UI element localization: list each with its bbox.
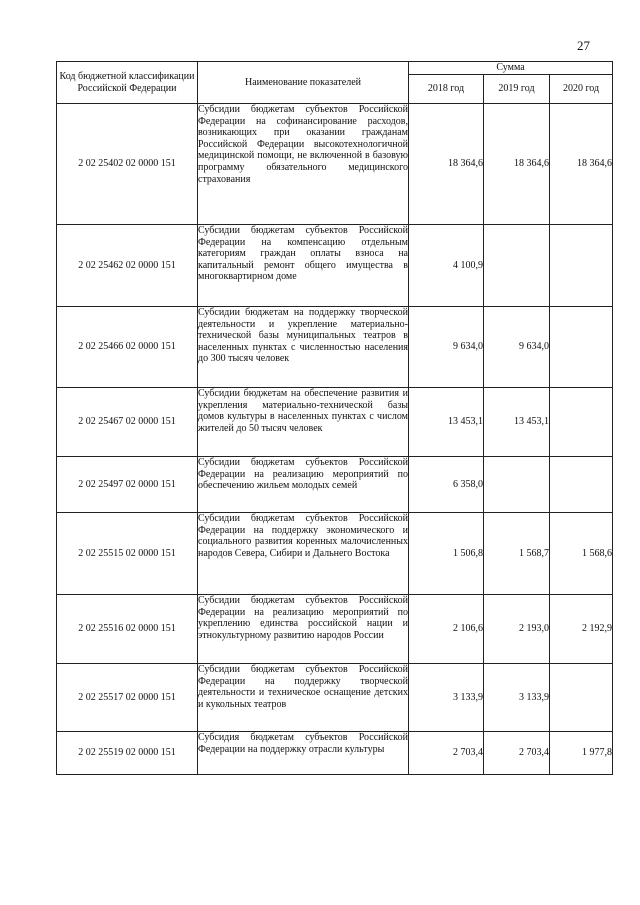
table-row [57, 104, 613, 225]
row-name: Субсидии бюджетам на поддержку творческой деятельности и укрепление материально-технической базы муниципальных театров в населенных пунктах с численностью населения до 300 тысяч человек [198, 307, 409, 388]
row-value-2019: 2 193,0 [484, 595, 550, 664]
row-value-2019: 2 703,4 [484, 732, 550, 775]
row-value-2018: 4 100,9 [409, 225, 484, 307]
row-value-2019: 1 568,7 [484, 513, 550, 595]
table-row [57, 307, 613, 388]
row-code: 2 02 25516 02 0000 151 [57, 595, 198, 664]
row-value-2019 [484, 457, 550, 513]
row-value-2018: 3 133,9 [409, 664, 484, 732]
budget-table [56, 61, 613, 775]
row-value-2019: 3 133,9 [484, 664, 550, 732]
row-value-2018: 13 453,1 [409, 388, 484, 457]
row-value-2020: 2 192,9 [550, 595, 613, 664]
row-value-2019 [484, 225, 550, 307]
row-code: 2 02 25519 02 0000 151 [57, 732, 198, 775]
row-name: Субсидии бюджетам субъектов Российской Федерации на поддержку творческой деятельности и техническое оснащение детских и кукольных театров [198, 664, 409, 732]
header-year-2019: 2019 год [484, 75, 550, 104]
header-code: Код бюджетной классификации Российской Федерации [57, 62, 198, 104]
row-code: 2 02 25462 02 0000 151 [57, 225, 198, 307]
row-code: 2 02 25402 02 0000 151 [57, 104, 198, 225]
row-code: 2 02 25515 02 0000 151 [57, 513, 198, 595]
row-value-2019: 9 634,0 [484, 307, 550, 388]
row-code: 2 02 25466 02 0000 151 [57, 307, 198, 388]
row-value-2019: 18 364,6 [484, 104, 550, 225]
row-code: 2 02 25497 02 0000 151 [57, 457, 198, 513]
row-value-2018: 2 106,6 [409, 595, 484, 664]
row-value-2020 [550, 307, 613, 388]
table-row [57, 457, 613, 513]
row-value-2018: 18 364,6 [409, 104, 484, 225]
row-name: Субсидии бюджетам субъектов Российской Федерации на компенсацию отдельным категориям граждан оплаты взноса на капитальный ремонт общего имущества в многоквартирном доме [198, 225, 409, 307]
row-name: Субсидии бюджетам субъектов Российской Федерации на реализацию мероприятий по обеспечению жильем молодых семей [198, 457, 409, 513]
row-value-2020 [550, 225, 613, 307]
row-name: Субсидии бюджетам субъектов Российской Федерации на софинансирование расходов, возникающих при оказании гражданам Российской Федерации высокотехнологичной медицинской помощи, не включенной в базовую программу обязательного медицинского страхования [198, 104, 409, 225]
page-number: 27 [577, 38, 590, 53]
row-name: Субсидии бюджетам субъектов Российской Федерации на реализацию мероприятий по укреплению единства российской нации и этнокультурному развитию народов России [198, 595, 409, 664]
row-value-2018: 9 634,0 [409, 307, 484, 388]
row-code: 2 02 25517 02 0000 151 [57, 664, 198, 732]
row-name: Субсидии бюджетам на обеспечение развития и укрепления материально-технической базы домов культуры в населенных пунктах с числом жителей до 50 тысяч человек [198, 388, 409, 457]
row-value-2018: 2 703,4 [409, 732, 484, 775]
header-name: Наименование показателей [198, 62, 409, 104]
row-value-2020 [550, 664, 613, 732]
table-row [57, 732, 613, 775]
row-name: Субсидии бюджетам субъектов Российской Федерации на поддержку экономического и социального развития коренных малочисленных народов Севера, Сибири и Дальнего Востока [198, 513, 409, 595]
row-value-2020: 1 977,8 [550, 732, 613, 775]
table-row [57, 595, 613, 664]
table-row [57, 664, 613, 732]
table-row [57, 513, 613, 595]
header-year-2020: 2020 год [550, 75, 613, 104]
row-name: Субсидия бюджетам субъектов Российской Федерации на поддержку отрасли культуры [198, 732, 409, 775]
row-value-2019: 13 453,1 [484, 388, 550, 457]
header-sum: Сумма [409, 62, 613, 75]
row-value-2018: 1 506,8 [409, 513, 484, 595]
header-year-2018: 2018 год [409, 75, 484, 104]
row-value-2018: 6 358,0 [409, 457, 484, 513]
row-value-2020 [550, 388, 613, 457]
row-value-2020 [550, 457, 613, 513]
table-row [57, 225, 613, 307]
row-value-2020: 1 568,6 [550, 513, 613, 595]
row-value-2020: 18 364,6 [550, 104, 613, 225]
row-code: 2 02 25467 02 0000 151 [57, 388, 198, 457]
table-row [57, 388, 613, 457]
